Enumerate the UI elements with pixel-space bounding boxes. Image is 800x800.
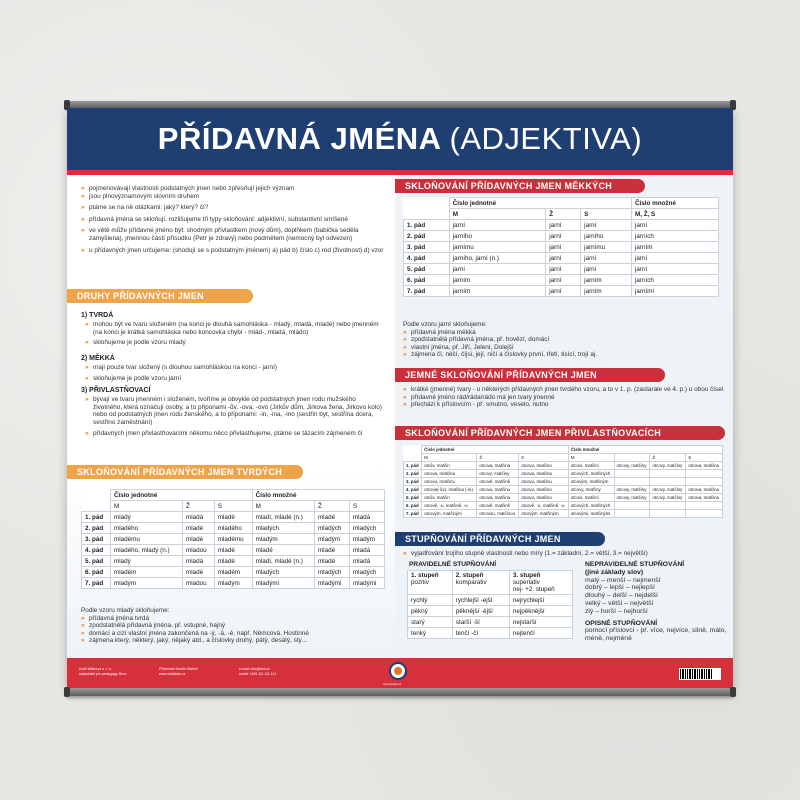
table-cell: otcovo, matčino — [519, 462, 569, 470]
table-cell: mladým — [349, 534, 384, 545]
tvrdych-after-item: » zpodstatnělá přídavná jména, př. vstupné, hajný — [81, 622, 387, 630]
jemne-item: » krátké (jmenné) tvary - u některých přídavných jmen tvrdého vzoru, a to v 1. p. (zastarale ve 4. p.) u obou čísel — [403, 386, 725, 394]
mekkych-after-head: Podle vzoru jarní skloňujeme: — [403, 321, 487, 328]
table-cell: otcovým, matčiným — [422, 510, 477, 518]
col-header: M, Ž, S — [631, 209, 718, 220]
tvrdych-after-item: » přídavná jména tvrdá — [81, 615, 387, 623]
col-header: M — [568, 454, 614, 462]
table-cell: mladému — [110, 534, 182, 545]
druhy-privl-head: 3) PŘIVLASTŇOVACÍ — [81, 387, 151, 394]
table-cell: otcově, matčině — [477, 478, 519, 486]
col-header: M — [449, 209, 546, 220]
neprav-item: dobrý – lepší – nejlepší — [585, 584, 655, 592]
table-cell: jarních — [631, 275, 718, 286]
table-cell: otcovou, matčinou — [477, 510, 519, 518]
table-cell: nejrychlejší — [509, 595, 572, 606]
table-cell: mladým — [110, 578, 182, 589]
table-cell: jarní — [631, 220, 718, 231]
table-cell: otcovy, matčiny — [650, 494, 686, 502]
table-cell: mladou — [182, 578, 214, 589]
table-cell: mladé — [314, 556, 349, 567]
table-row — [404, 231, 719, 242]
table-cell: otcovy, matčiny — [650, 486, 686, 494]
table-stupnovani — [407, 570, 573, 639]
col-group-mn: Číslo množné — [252, 490, 384, 501]
neprav-item: dlouhý – delší – nejdelší — [585, 592, 658, 600]
table-cell: otcova, matčina — [686, 494, 723, 502]
table-cell — [614, 510, 650, 518]
col-group-jedn: Číslo jednotné — [449, 198, 631, 209]
neprav-item: zlý – horší – nejhorší — [585, 607, 648, 615]
banner-jemne: JEMNÉ SKLOŇOVÁNÍ PŘÍDAVNÝCH JMEN — [395, 368, 665, 382]
table-cell: mladá — [182, 556, 214, 567]
row-header: 2. pád — [82, 523, 111, 534]
footer-text: www.oldwiktor.cz — [159, 671, 186, 676]
table-row — [408, 628, 573, 639]
table-cell: mladí, mladé (n.) — [252, 556, 314, 567]
poster — [67, 108, 733, 690]
grade-h3-title: 3. stupeň — [512, 572, 541, 579]
table-cell: jarní — [631, 264, 718, 275]
row-header: 5. pád — [404, 264, 450, 275]
table-cell: otcovy, matčiny — [614, 486, 650, 494]
table-cell: otcových, matčiných — [568, 470, 614, 478]
table-cell: mladými — [349, 578, 384, 589]
row-header: 6. pád — [404, 275, 450, 286]
table-cell: jarní — [546, 264, 581, 275]
table-cell: jarními — [631, 286, 718, 297]
table-cell: jarním — [449, 286, 546, 297]
table-row — [404, 502, 723, 510]
druhy-tvrda-list — [85, 321, 385, 347]
table-cell: rychlý — [408, 595, 453, 606]
table-cell: otcův, matčin — [422, 494, 477, 502]
table-cell: jarním — [581, 275, 632, 286]
table-row — [82, 534, 385, 545]
table-cell: otcovo, matčino — [519, 494, 569, 502]
intro-item: » u přídavných jmen určujeme: (shodují se s podstatným jménem) a) pád b) číslo c) rod (životnost) d) vzor — [81, 247, 387, 255]
table-cell: mladí, mladé (n.) — [252, 512, 314, 523]
title-paren: (ADJEKTIVA) — [449, 121, 643, 156]
grade-h2-sub: komparativ — [455, 579, 487, 586]
table-mekkych — [403, 197, 719, 297]
table-cell: otcův, matčin — [422, 462, 477, 470]
table-cell: otcovu, matčinu — [477, 486, 519, 494]
neprav-block — [585, 561, 731, 643]
grade-h1-sub: pozitiv — [411, 579, 429, 586]
col-header: S — [214, 501, 252, 512]
right-column — [395, 175, 733, 658]
table-cell: otcově, -u, matčině, -u — [519, 502, 569, 510]
table-cell: mladého, mladý (n.) — [110, 545, 182, 556]
table-cell: nejpěknější — [509, 606, 572, 617]
table-cell: otcovy, matčiny — [650, 462, 686, 470]
row-header: 2. pád — [404, 470, 422, 478]
table-cell: mladých — [252, 523, 314, 534]
footer-text: mobil: +420 111 111 111 — [239, 671, 277, 676]
jemne-item: » přídavné jméno rád/ráda/rádo má jen tvary jmenné — [403, 394, 725, 402]
table-cell: mladém — [110, 567, 182, 578]
intro-list — [81, 185, 387, 254]
intro-item: » jsou plnovýznamovým slovním druhem — [81, 193, 387, 201]
grade-h3-rule: nej- +2. stupeň — [512, 586, 555, 593]
druhy-item: » mají pouze tvar složený (s dlouhou samohláskou na konci - jarní) — [85, 364, 385, 372]
table-cell: jarní — [546, 286, 581, 297]
table-cell — [614, 478, 650, 486]
table-cell: jarnímu — [581, 242, 632, 253]
table-cell: tenčí -čí — [452, 628, 509, 639]
table-row — [404, 462, 723, 470]
row-header: 1. pád — [404, 462, 422, 470]
table-cell: mladé — [214, 556, 252, 567]
druhy-item: » mohou být ve tvaru složeném (na konci je dlouhá samohláska - mladý, mladá, mladé) nebo jmenném (na konci je krátká samohláska nebo koncovka chybí - mlád-, mladá, mládo) — [85, 321, 385, 336]
table-cell: jarní — [449, 220, 546, 231]
row-header: 7. pád — [404, 286, 450, 297]
table-cell: jarního — [449, 231, 546, 242]
table-cell: mladým — [252, 534, 314, 545]
poster-footer — [67, 658, 733, 690]
col-header: Ž — [546, 209, 581, 220]
table-cell: otcovi, matčini — [568, 462, 614, 470]
neprav-item: malý – menší – nejmenší — [585, 576, 661, 584]
col-header: S — [686, 454, 723, 462]
table-row — [404, 478, 723, 486]
table-cell: otcovými, matčinými — [568, 510, 614, 518]
mekkych-after-item: » přídavná jména měkká — [403, 329, 725, 337]
mekkych-after-item: » vlastní jména, př. Jiří, Jelení, Dolejší — [403, 344, 725, 352]
table-cell: mladá — [349, 545, 384, 556]
druhy-item: » bývají ve tvaru jmenném i složeném, tvoříme je obvykle od podstatných jmen rodu mužského životného, která označují osoby, a to připonami -ův, -ova, -ovo (Jirkův dům, Jirkova žena, Jirkovo kolo) nebo od podstatných jmen rodu ženského, a to připonami: -in, -ina, -ino (sestřin byt, sestřina dcera, sestřino zaměstnání) — [85, 396, 385, 426]
table-cell: otcovu, matčinu — [519, 478, 569, 486]
table-cell: jarních — [631, 231, 718, 242]
intro-item: » přídavná jména se skloňují, rozlišujeme tři typy skloňování: adjektivní, substantivní smíšené — [81, 216, 387, 224]
logo-text: www.zjedn.cz — [383, 682, 402, 686]
col-header: M — [422, 454, 477, 462]
col-header: Ž — [314, 501, 349, 512]
col-header: Ž — [650, 454, 686, 462]
table-cell: mladými — [252, 578, 314, 589]
table-cell: jarní — [581, 264, 632, 275]
tvrdych-after-item: » zájmena který, některý, jaký, nějaký atd., a číslovky druhý, pátý, desátý, stý... — [81, 637, 387, 645]
table-row — [404, 494, 723, 502]
table-cell: jarního, jarní (n.) — [449, 253, 546, 264]
table-cell: otcovo, matčino — [519, 486, 569, 494]
jemne-list — [403, 386, 725, 409]
table-cell: jarní — [546, 275, 581, 286]
table-cell: rychlejší -ejší — [452, 595, 509, 606]
table-cell: jarní — [581, 253, 632, 264]
table-row — [404, 510, 723, 518]
table-row — [404, 486, 723, 494]
footer-text: Příčenské Sredin Oldřich — [159, 667, 198, 671]
table-cell: mladých — [349, 523, 384, 534]
col-group-mn: Číslo množné — [631, 198, 718, 209]
table-cell: nejstarší — [509, 617, 572, 628]
table-row — [404, 264, 719, 275]
table-cell: mladé — [214, 512, 252, 523]
table-row — [404, 275, 719, 286]
banner-druhy: DRUHY PŘÍDAVNÝCH JMEN — [67, 289, 253, 303]
table-cell: mladé — [182, 523, 214, 534]
col-header: Ž — [182, 501, 214, 512]
table-cell: jarní — [631, 253, 718, 264]
table-row — [82, 556, 385, 567]
intro-item: » ve větě může přídavné jméno být: shodným přívlastkem (nový dům), doplňkem (babička seděla zamyšlena), jmennou částí přísudku (Petr je zdravý) nebo podmětem (nemocný byl odvezen) — [81, 227, 387, 242]
table-cell: otcovy, matčiny — [614, 494, 650, 502]
table-cell: otcovým, matčiným — [519, 510, 569, 518]
table-cell: mladé — [182, 567, 214, 578]
table-cell: mladých — [349, 567, 384, 578]
col-group-jedn: Číslo jednotné — [422, 446, 569, 454]
poster-bottom-rail — [66, 688, 734, 696]
table-cell: mladými — [314, 578, 349, 589]
grade-h2 — [452, 571, 509, 595]
table-row — [404, 242, 719, 253]
intro-item: » pojmenovávají vlastnosti podstatných jmen nebo zpřesňují jejich význam — [81, 185, 387, 193]
table-cell: otcovy, matčiny — [477, 470, 519, 478]
footer-text: nakladatel pro pedagogy, Brno — [79, 671, 127, 676]
left-column — [67, 175, 395, 658]
table-cell: mladým — [214, 578, 252, 589]
table-cell: starý — [408, 617, 453, 628]
table-row — [82, 512, 385, 523]
col-header — [614, 454, 650, 462]
table-cell: jarním — [581, 286, 632, 297]
table-row — [82, 578, 385, 589]
opis-text: pomocí příslovcí - př. více, nejvíce, silně, málo, méně, nejméně — [585, 627, 727, 643]
table-cell: mladých — [314, 523, 349, 534]
footer-text: Kolik Wiktorya s. r. o. — [79, 667, 112, 671]
col-header: S — [349, 501, 384, 512]
table-row — [404, 470, 723, 478]
title-main: PŘÍDAVNÁ JMÉNA — [157, 121, 441, 156]
table-cell: mladé — [314, 545, 349, 556]
table-cell — [686, 502, 723, 510]
table-cell: mladý — [110, 512, 182, 523]
col-header: S — [581, 209, 632, 220]
table-cell: mladých — [314, 567, 349, 578]
row-header: 2. pád — [404, 231, 450, 242]
footer-col1 — [79, 667, 126, 676]
table-cell: mladého — [214, 523, 252, 534]
neprav-sub: (jiné základy slov) — [585, 568, 644, 576]
table-cell: otcova, matčina — [477, 494, 519, 502]
table-cell: jarní — [546, 231, 581, 242]
table-cell: jarnímu — [449, 242, 546, 253]
table-cell: jarní — [546, 242, 581, 253]
table-cell: jarního — [581, 231, 632, 242]
table-cell: otcovým, matčiným — [568, 478, 614, 486]
table-cell: jarním — [631, 242, 718, 253]
table-cell: otcově, -u, matčině, -u — [422, 502, 477, 510]
table-cell: otcovu, matčinu — [422, 478, 477, 486]
row-header: 1. pád — [404, 220, 450, 231]
banner-mekkych: SKLOŇOVÁNÍ PŘÍDAVNÝCH JMEN MĚKKÝCH — [395, 179, 645, 193]
mekkych-after-list — [403, 321, 725, 359]
table-cell: mladé — [182, 534, 214, 545]
table-cell: mladá — [182, 512, 214, 523]
table-cell: pěknější -ější — [452, 606, 509, 617]
row-header: 3. pád — [404, 478, 422, 486]
table-cell: jarní — [449, 264, 546, 275]
opis-head: OPISNÉ STUPŇOVÁNÍ — [585, 619, 658, 627]
table-cell: otcova, matčina — [422, 470, 477, 478]
table-cell: mladá — [349, 556, 384, 567]
table-cell: otcova, matčina — [477, 462, 519, 470]
intro-item: » ptáme se na ně otázkami: jaký? který? čí? — [81, 204, 387, 212]
grade-h3-sub: superlativ — [512, 579, 540, 586]
table-cell: mladým — [314, 534, 349, 545]
table-cell — [650, 502, 686, 510]
table-cell: otcova, matčina — [519, 470, 569, 478]
table-cell — [686, 510, 723, 518]
druhy-mekka-list — [85, 364, 385, 382]
table-cell: mladou — [182, 545, 214, 556]
grade-h1 — [408, 571, 453, 595]
table-cell: mladé — [252, 545, 314, 556]
table-row — [82, 567, 385, 578]
druhy-privl-list — [85, 396, 385, 438]
footer-col3 — [239, 667, 276, 676]
banner-stupnovani: STUPŇOVÁNÍ PŘÍDAVNÝCH JMEN — [395, 532, 605, 546]
table-cell: otcova, matčina — [686, 462, 723, 470]
table-cell: mladých — [252, 567, 314, 578]
table-cell: jarním — [449, 275, 546, 286]
publisher-logo-icon — [389, 662, 407, 680]
col-group-jedn: Číslo jednotné — [110, 490, 252, 501]
neprav-item: velký – větší – největší — [585, 599, 654, 607]
druhy-mekka-head: 2) MĚKKÁ — [81, 355, 115, 362]
barcode-icon — [679, 668, 721, 680]
prav-head: PRAVIDELNÉ STUPŇOVÁNÍ — [409, 561, 497, 568]
table-cell: otcovi, matčini — [568, 494, 614, 502]
table-cell: otcova(-ův), matčina (-in) — [422, 486, 477, 494]
table-cell: mladý — [110, 556, 182, 567]
table-tvrdych — [81, 489, 385, 589]
table-row — [408, 606, 573, 617]
row-header: 4. pád — [82, 545, 111, 556]
table-cell — [614, 502, 650, 510]
row-header: 6. pád — [404, 502, 422, 510]
tvrdych-after-list — [81, 607, 387, 645]
banner-privlast: SKLOŇOVÁNÍ PŘÍDAVNÝCH JMEN PŘIVLASTŇOVACÍCH — [395, 426, 725, 440]
poster-title — [158, 121, 642, 157]
row-header: 7. pád — [404, 510, 422, 518]
table-row — [82, 545, 385, 556]
table-cell — [650, 510, 686, 518]
table-cell: otcově, matčině — [477, 502, 519, 510]
row-header: 3. pád — [82, 534, 111, 545]
table-cell: jarní — [546, 220, 581, 231]
col-header: M — [110, 501, 182, 512]
row-header: 7. pád — [82, 578, 111, 589]
col-header: S — [519, 454, 569, 462]
footer-text: e-mail: info@zed.cz — [239, 667, 270, 671]
table-cell: tenký — [408, 628, 453, 639]
table-cell — [614, 470, 650, 478]
tvrdych-after-item: » domácí a cizí vlastní jména zakončená na -ý, -á, -é, např. Němcová, Hostinné — [81, 630, 387, 638]
poster-header — [67, 108, 733, 170]
table-cell: mladému — [214, 534, 252, 545]
druhy-tvrda-head: 1) TVRDÁ — [81, 312, 114, 319]
table-cell: otcova, matčina — [686, 486, 723, 494]
mekkych-after-item: » zájmena čí, něčí, číjsi, její, ničí a číslovky první, třetí, tisící, trojí aj. — [403, 351, 725, 359]
table-cell: nejtenčí — [509, 628, 572, 639]
table-cell: mladé — [314, 512, 349, 523]
footer-col2 — [159, 667, 198, 676]
table-cell: mladá — [349, 512, 384, 523]
row-header: 5. pád — [82, 556, 111, 567]
grade-h3 — [509, 571, 572, 595]
table-row — [82, 523, 385, 534]
row-header: 1. pád — [82, 512, 111, 523]
grade-h1-title: 1. stupeň — [411, 572, 439, 579]
tvrdych-after-head: Podle vzoru mladý skloňujeme: — [81, 607, 170, 614]
table-cell: mladé — [214, 545, 252, 556]
row-header: 6. pád — [82, 567, 111, 578]
row-header: 4. pád — [404, 253, 450, 264]
table-cell: otcovy, matčiny — [614, 462, 650, 470]
table-row — [404, 253, 719, 264]
neprav-head: NEPRAVIDELNÉ STUPŇOVÁNÍ — [585, 561, 685, 568]
table-cell — [686, 478, 723, 486]
stupnovani-intro — [403, 550, 727, 558]
table-cell — [650, 478, 686, 486]
table-cell: pěkný — [408, 606, 453, 617]
col-header: M — [252, 501, 314, 512]
table-cell: jarní — [581, 220, 632, 231]
druhy-item: » skloňujeme je podle vzoru mladý — [85, 339, 385, 347]
jemne-item: » přecházi k příslovcím - př. smutno, veselo, nutno — [403, 401, 725, 409]
table-row — [408, 595, 573, 606]
table-row — [404, 286, 719, 297]
table-cell: mladém — [214, 567, 252, 578]
banner-tvrdych: SKLOŇOVÁNÍ PŘÍDAVNÝCH JMEN TVRDÝCH — [67, 465, 303, 479]
table-row — [408, 617, 573, 628]
row-header: 5. pád — [404, 494, 422, 502]
grade-h2-title: 2. stupeň — [455, 572, 484, 579]
table-cell: otcových, matčiných — [568, 502, 614, 510]
row-header: 4. pád — [404, 486, 422, 494]
table-privlast — [403, 445, 723, 518]
table-cell — [686, 470, 723, 478]
col-group-mn: Číslo množné — [568, 446, 722, 454]
table-cell — [650, 470, 686, 478]
col-header: Ž — [477, 454, 519, 462]
row-header: 3. pád — [404, 242, 450, 253]
stupnovani-intro-item: » vyjadřování trojího stupně vlastnosti nebo míry (1.= základní, 2.= větší, 3.= největší) — [403, 550, 727, 558]
mekkych-after-item: » zpodstatnělá přídavná jména, př. hovězí, domácí — [403, 336, 725, 344]
druhy-item: » skloňujeme je podle vzoru jarní — [85, 375, 385, 383]
table-cell: mladého — [110, 523, 182, 534]
table-row — [404, 220, 719, 231]
druhy-item: » přídavných jmen přivlastňovacími někomu něco přivlastňujeme, ptáme se tázacím zájmenem čí — [85, 430, 385, 438]
table-cell: otcovy, matčiny — [568, 486, 614, 494]
table-cell: starší -ší — [452, 617, 509, 628]
table-cell: jarní — [546, 253, 581, 264]
